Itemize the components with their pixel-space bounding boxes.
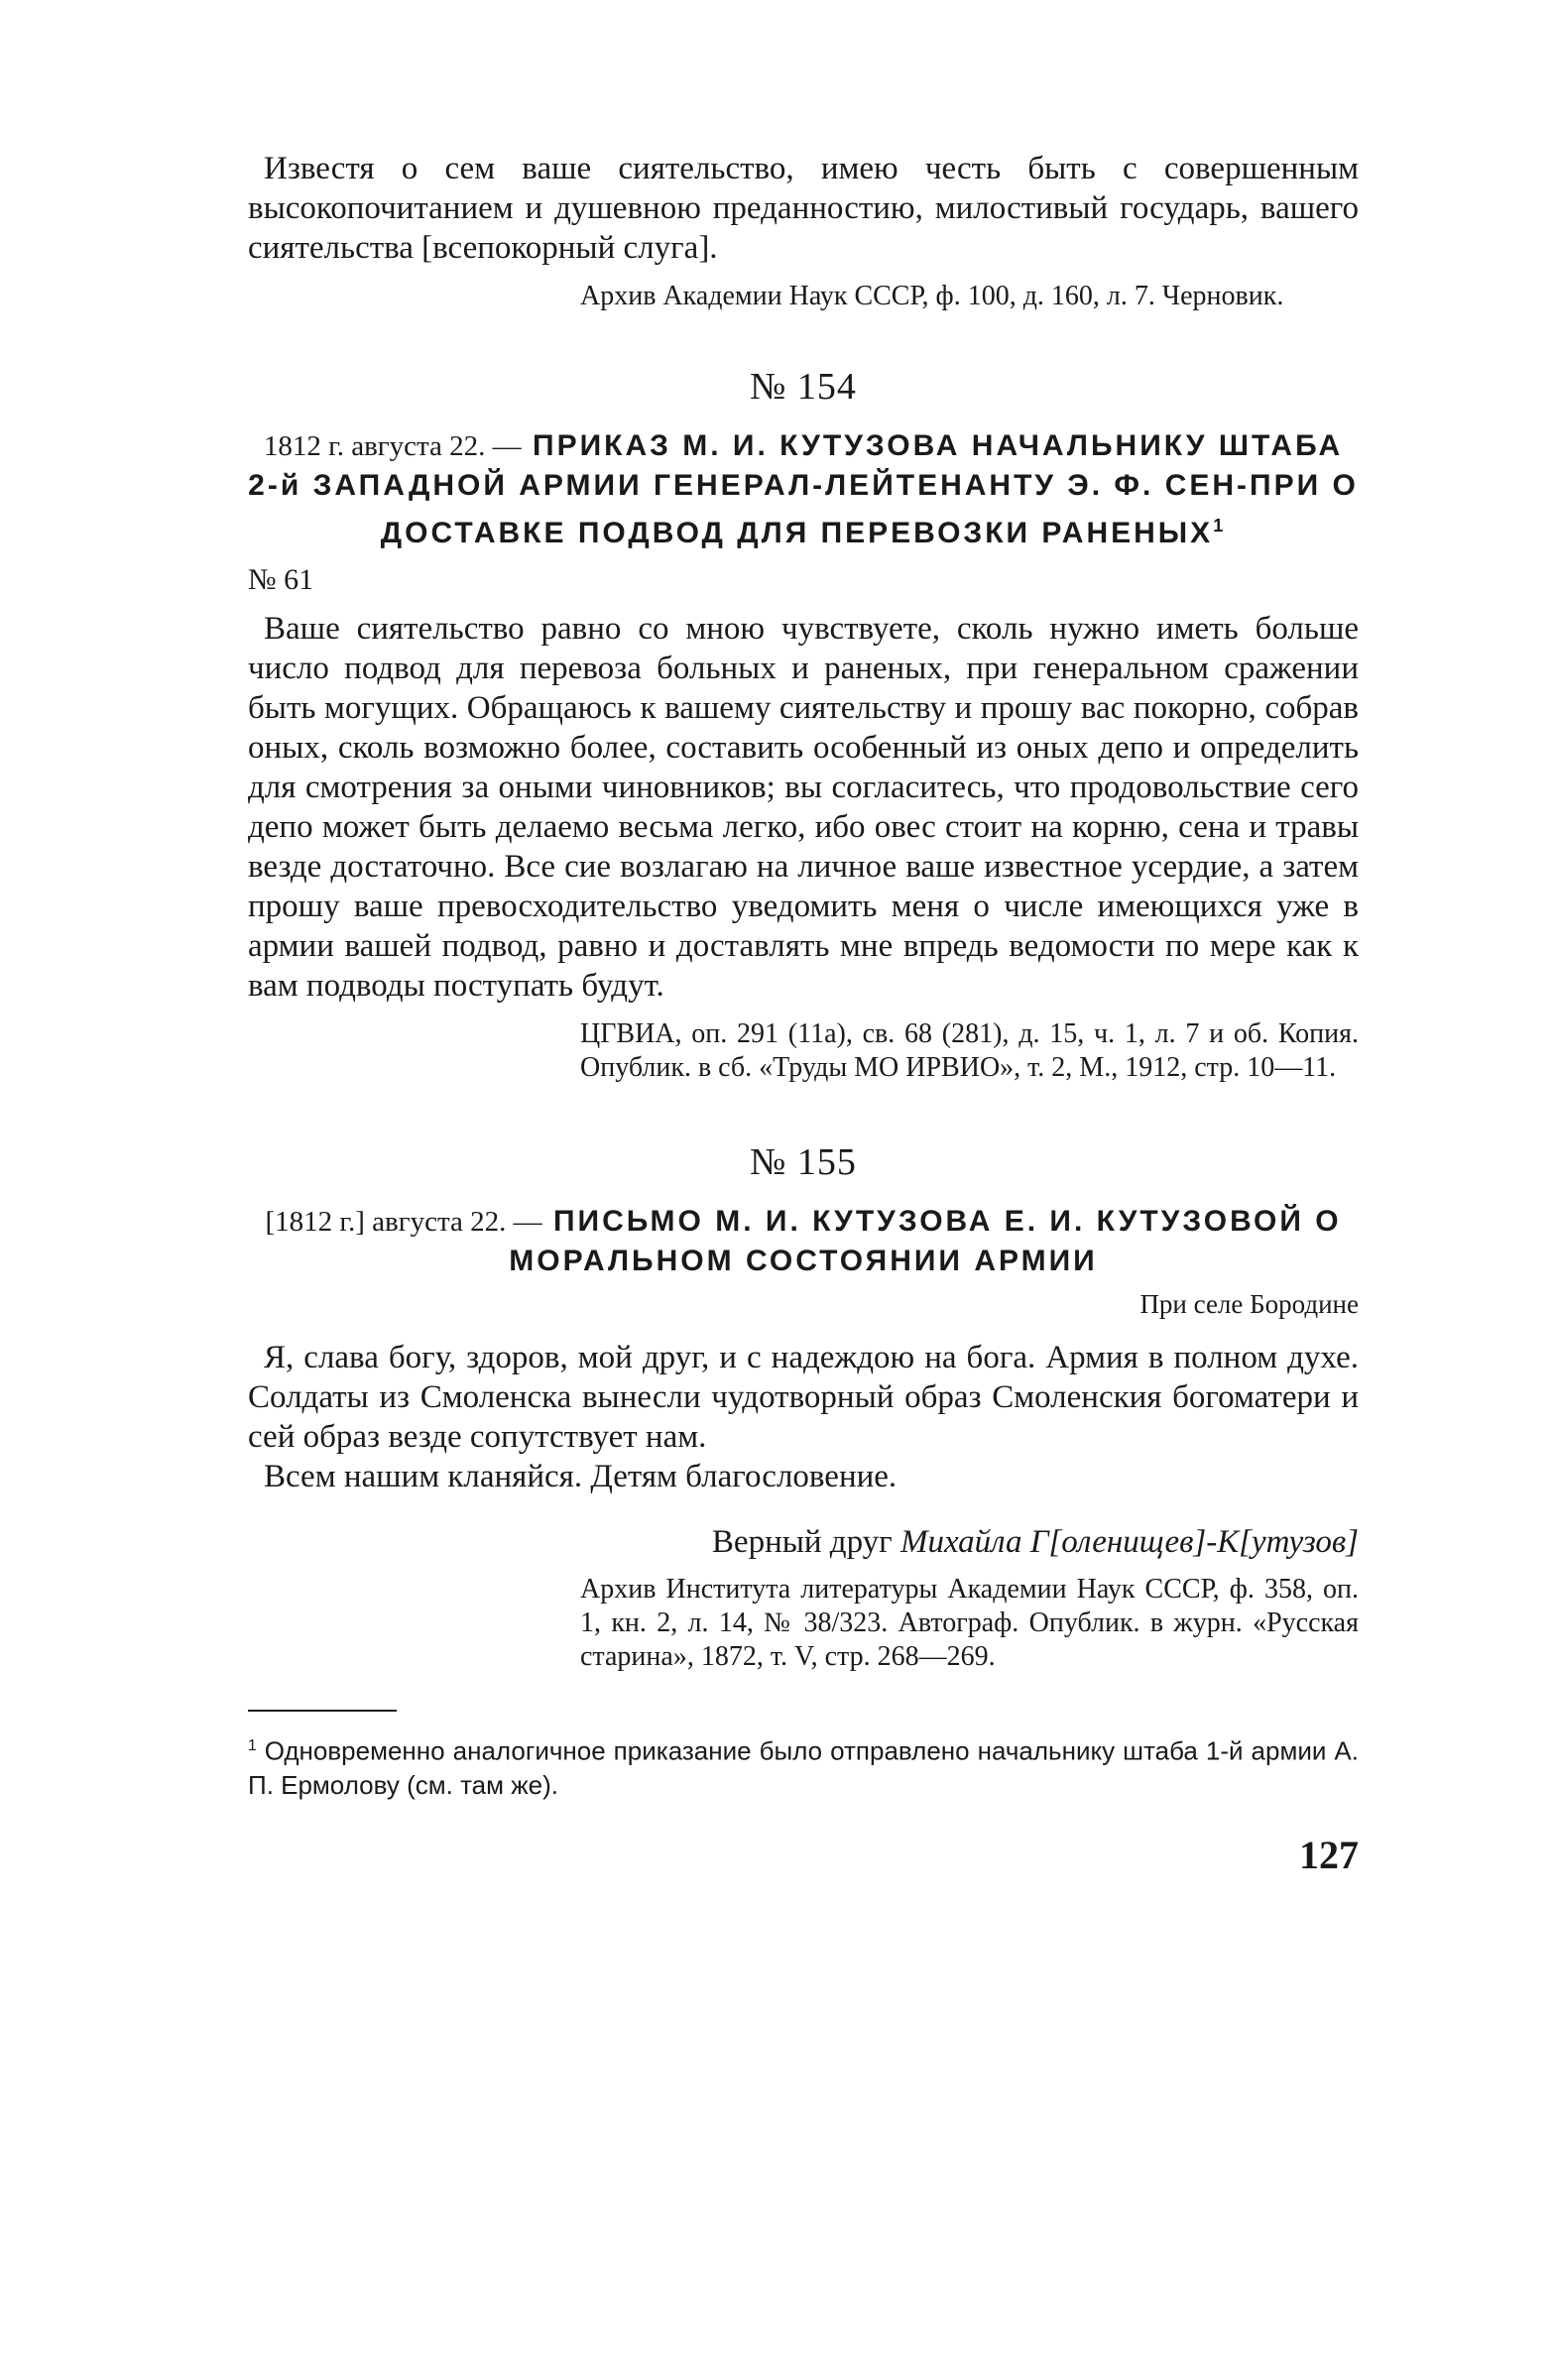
- footnote-divider: [248, 1710, 397, 1712]
- doc-154-title: ПРИКАЗ М. И. КУТУЗОВА НАЧАЛЬНИКУ ШТАБА 2-й ЗАПАДНОЙ АРМИИ ГЕНЕРАЛ-ЛЕЙТЕНАНТУ Э. Ф. СЕН-ПРИ О ДОСТАВКЕ ПОДВОД ДЛЯ ПЕРЕВОЗКИ РАНЕНЫХ: [248, 429, 1359, 549]
- signature-prefix: Верный друг: [711, 1524, 893, 1560]
- footnote: [248, 1729, 1359, 1802]
- doc-154-footnote-mark: 1: [1213, 516, 1227, 536]
- top-paragraph: Известя о сем ваше сиятельство, имею честь быть с совершенным высокопочитанием и душевною преданностию, милостивый государь, вашего сиятельства [всепокорный слуга].: [248, 151, 1359, 266]
- doc-155-number: № 155: [750, 1141, 857, 1183]
- top-source-citation: Архив Академии Наук СССР, ф. 100, д. 160, л. 7. Черновик.: [580, 281, 1284, 311]
- doc-154-body: Ваше сиятельство равно со мною чувствуете, сколь нужно иметь больше число подвод для перевоза больных и раненых, при генеральном сражении быть могущих. Обращаюсь к вашему сиятельству и прошу вас покорно, собрав оных, сколь возможно более, составить особенный из оных депо и определить для смотрения за оными чиновников; вы согласитесь, что продовольствие сего депо может быть делаемо весьма легко, ибо овес стоит на корню, сена и травы везде достаточно. Все сие возлагаю на личное ваше известное усердие, а затем прошу ваше превосходительство уведомить меня о числе имеющихся уже в армии вашей подвод, равно и доставлять мне впредь ведомости по мере как к вам подводы поступать будут.: [248, 611, 1359, 1004]
- doc-154-source-citation: ЦГВИА, оп. 291 (11а), св. 68 (281), д. 15, ч. 1, л. 7 и об. Копия. Опублик. в сб. «Труды МО ИРВИО», т. 2, М., 1912, стр. 10—11.: [580, 1018, 1359, 1083]
- signature-name: Михайла Г[оленищев]-К[утузов]: [899, 1524, 1359, 1560]
- doc-154-heading: [248, 426, 1359, 553]
- doc-155-body-paragraph-1: Я, слава богу, здоров, мой друг, и с надеждою на бога. Армия в полном духе. Солдаты из Смоленска вынесли чудотворный образ Смоленския богоматери и сей образ везде сопутствует нам.: [248, 1340, 1359, 1455]
- doc-155-title: ПИСЬМО М. И. КУТУЗОВА Е. И. КУТУЗОВОЙ О МОРАЛЬНОМ СОСТОЯНИИ АРМИИ: [509, 1205, 1342, 1277]
- doc-155-body-paragraph-2: Всем нашим кланяйся. Детям благословение.: [264, 1459, 898, 1494]
- doc-154-number: № 154: [750, 366, 857, 408]
- doc-155-signature: [248, 1524, 1359, 1561]
- page-number: 127: [1299, 1832, 1359, 1877]
- footnote-text: Одновременно аналогичное приказание было отправлено начальнику штаба 1-й армии А. П. Ермолову (см. там же).: [248, 1735, 1359, 1800]
- doc-155-source-citation: Архив Института литературы Академии Наук СССР, ф. 358, оп. 1, кн. 2, л. 14, № 38/323. Автограф. Опублик. в журн. «Русская старина», 1872, т. V, стр. 268—269.: [580, 1574, 1359, 1672]
- document-page: [248, 149, 1359, 1878]
- doc-155-place: При селе Бородине: [1139, 1289, 1359, 1319]
- order-number: № 61: [248, 563, 314, 596]
- doc-154-date: 1812 г. августа 22. —: [263, 430, 522, 462]
- doc-155-heading: [248, 1202, 1359, 1281]
- doc-155-date: [1812 г.] августа 22. —: [265, 1206, 542, 1238]
- footnote-mark: 1: [248, 1737, 257, 1754]
